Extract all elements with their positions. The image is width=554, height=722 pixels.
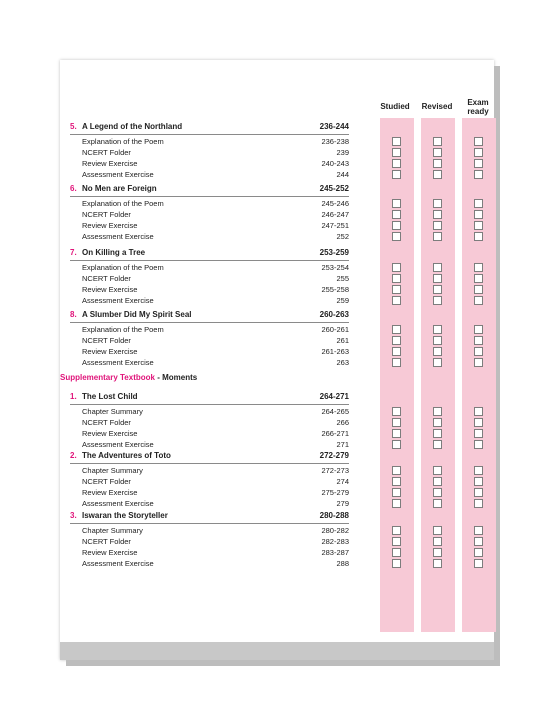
toc-item-pages: 240-243 <box>321 159 349 168</box>
studied-checkbox[interactable] <box>392 199 401 208</box>
toc-item-row <box>82 558 349 569</box>
chapter-title: On Killing a Tree <box>82 248 146 257</box>
exam-ready-checkbox[interactable] <box>474 263 483 272</box>
toc-item-pages: 246-247 <box>321 210 349 219</box>
studied-checkbox[interactable] <box>392 137 401 146</box>
toc-item-pages: 261 <box>336 336 349 345</box>
toc-item-row <box>82 417 349 428</box>
toc-item-row <box>82 335 349 346</box>
toc-item-label: Review Exercise <box>82 548 138 557</box>
supplementary-section-heading <box>60 373 197 382</box>
toc-item-pages: 272-273 <box>321 466 349 475</box>
toc-item-label: Chapter Summary <box>82 407 143 416</box>
toc-item-row <box>82 536 349 547</box>
exam-ready-checkbox[interactable] <box>474 347 483 356</box>
studied-checkbox[interactable] <box>392 263 401 272</box>
toc-item-row <box>82 357 349 368</box>
revised-checkbox[interactable] <box>433 263 442 272</box>
toc-item-row <box>82 498 349 509</box>
studied-checkbox[interactable] <box>392 221 401 230</box>
exam-ready-checkbox[interactable] <box>474 559 483 568</box>
chapter-number: 1. <box>70 392 77 401</box>
toc-item-row <box>82 324 349 335</box>
toc-item-label: Assessment Exercise <box>82 296 154 305</box>
studied-checkbox[interactable] <box>392 526 401 535</box>
exam-ready-checkbox[interactable] <box>474 159 483 168</box>
revised-checkbox[interactable] <box>433 548 442 557</box>
toc-item-row <box>82 428 349 439</box>
exam-ready-checkbox[interactable] <box>474 274 483 283</box>
toc-item-pages: 263 <box>336 358 349 367</box>
toc-item-row <box>82 147 349 158</box>
revised-checkbox[interactable] <box>433 159 442 168</box>
revised-checkbox[interactable] <box>433 526 442 535</box>
exam-ready-column-header <box>461 98 495 116</box>
toc-item-row <box>82 346 349 357</box>
toc-item-row <box>82 547 349 558</box>
exam-ready-checkbox[interactable] <box>474 477 483 486</box>
revised-checkbox[interactable] <box>433 477 442 486</box>
chapter-number: 7. <box>70 248 77 257</box>
toc-item-label: Assessment Exercise <box>82 170 154 179</box>
toc-item-label: Review Exercise <box>82 159 138 168</box>
studied-checkbox[interactable] <box>392 159 401 168</box>
revised-checkbox[interactable] <box>433 466 442 475</box>
exam-ready-checkbox[interactable] <box>474 429 483 438</box>
chapter-pages: 236-244 <box>319 122 349 131</box>
toc-item-row <box>82 273 349 284</box>
exam-ready-line2: ready <box>467 107 489 116</box>
toc-item-pages: 252 <box>336 232 349 241</box>
toc-item-row <box>82 295 349 306</box>
toc-item-label: Review Exercise <box>82 488 138 497</box>
chapter-number: 6. <box>70 184 77 193</box>
studied-checkbox[interactable] <box>392 210 401 219</box>
chapter-number: 5. <box>70 122 77 131</box>
toc-item-label: NCERT Folder <box>82 336 131 345</box>
exam-ready-checkbox[interactable] <box>474 526 483 535</box>
revised-checkbox[interactable] <box>433 347 442 356</box>
chapter-title: Iswaran the Storyteller <box>82 511 168 520</box>
toc-item-pages: 266 <box>336 418 349 427</box>
toc-item-label: NCERT Folder <box>82 418 131 427</box>
toc-item-pages: 239 <box>336 148 349 157</box>
toc-item-row <box>82 209 349 220</box>
toc-item-pages: 259 <box>336 296 349 305</box>
chapter-title-row <box>70 308 349 323</box>
toc-item-row <box>82 476 349 487</box>
toc-item-pages: 274 <box>336 477 349 486</box>
studied-checkbox[interactable] <box>392 232 401 241</box>
toc-item-pages: 245-246 <box>321 199 349 208</box>
supplementary-subtitle: - Moments <box>154 373 198 382</box>
toc-item-label: Assessment Exercise <box>82 358 154 367</box>
revised-checkbox[interactable] <box>433 285 442 294</box>
chapter-title: No Men are Foreign <box>82 184 157 193</box>
toc-item-pages: 279 <box>336 499 349 508</box>
toc-item-label: Assessment Exercise <box>82 440 154 449</box>
toc-item-label: Explanation of the Poem <box>82 137 164 146</box>
studied-checkbox[interactable] <box>392 499 401 508</box>
revised-checkbox[interactable] <box>433 336 442 345</box>
revised-checkbox[interactable] <box>433 358 442 367</box>
studied-checkbox[interactable] <box>392 466 401 475</box>
studied-checkbox[interactable] <box>392 418 401 427</box>
toc-item-pages: 283-287 <box>321 548 349 557</box>
toc-item-label: NCERT Folder <box>82 274 131 283</box>
exam-ready-checkbox[interactable] <box>474 170 483 179</box>
toc-item-pages: 264-265 <box>321 407 349 416</box>
revised-checkbox[interactable] <box>433 407 442 416</box>
studied-checkbox[interactable] <box>392 477 401 486</box>
toc-item-row <box>82 231 349 242</box>
toc-item-label: Assessment Exercise <box>82 499 154 508</box>
toc-item-label: NCERT Folder <box>82 210 131 219</box>
exam-ready-checkbox[interactable] <box>474 285 483 294</box>
exam-ready-checkbox[interactable] <box>474 148 483 157</box>
studied-checkbox[interactable] <box>392 548 401 557</box>
chapter-title-row <box>70 509 349 524</box>
toc-item-pages: 253-254 <box>321 263 349 272</box>
revised-checkbox[interactable] <box>433 137 442 146</box>
exam-ready-checkbox[interactable] <box>474 210 483 219</box>
chapter-title-row <box>70 390 349 405</box>
table-of-contents <box>60 60 494 660</box>
chapter-pages: 260-263 <box>319 310 349 319</box>
revised-checkbox[interactable] <box>433 488 442 497</box>
chapter-title-row <box>70 120 349 135</box>
studied-checkbox[interactable] <box>392 559 401 568</box>
toc-item-label: NCERT Folder <box>82 148 131 157</box>
studied-checkbox[interactable] <box>392 336 401 345</box>
revised-checkbox[interactable] <box>433 210 442 219</box>
toc-item-label: Review Exercise <box>82 221 138 230</box>
toc-item-label: Review Exercise <box>82 285 138 294</box>
exam-ready-checkbox[interactable] <box>474 325 483 334</box>
chapter-number: 2. <box>70 451 77 460</box>
toc-item-label: NCERT Folder <box>82 537 131 546</box>
exam-ready-checkbox[interactable] <box>474 336 483 345</box>
chapter-pages: 272-279 <box>319 451 349 460</box>
toc-item-pages: 236-238 <box>321 137 349 146</box>
revised-checkbox[interactable] <box>433 499 442 508</box>
toc-item-row <box>82 262 349 273</box>
exam-ready-checkbox[interactable] <box>474 358 483 367</box>
revised-checkbox[interactable] <box>433 559 442 568</box>
chapter-pages: 253-259 <box>319 248 349 257</box>
studied-checkbox[interactable] <box>392 358 401 367</box>
studied-checkbox[interactable] <box>392 537 401 546</box>
studied-checkbox[interactable] <box>392 148 401 157</box>
toc-item-label: Explanation of the Poem <box>82 199 164 208</box>
textbook-page <box>60 60 494 660</box>
revised-checkbox[interactable] <box>433 537 442 546</box>
toc-item-label: NCERT Folder <box>82 477 131 486</box>
chapter-title-row <box>70 246 349 261</box>
toc-item-pages: 255-258 <box>321 285 349 294</box>
chapter-pages: 245-252 <box>319 184 349 193</box>
revised-column-header: Revised <box>421 102 453 111</box>
revised-checkbox[interactable] <box>433 170 442 179</box>
revised-checkbox[interactable] <box>433 232 442 241</box>
toc-item-label: Assessment Exercise <box>82 559 154 568</box>
toc-item-pages: 288 <box>336 559 349 568</box>
toc-item-pages: 271 <box>336 440 349 449</box>
revised-checkbox[interactable] <box>433 221 442 230</box>
revised-checkbox[interactable] <box>433 418 442 427</box>
chapter-number: 3. <box>70 511 77 520</box>
studied-checkbox[interactable] <box>392 347 401 356</box>
toc-item-row <box>82 220 349 231</box>
supplementary-label: Supplementary Textbook <box>60 373 155 382</box>
toc-item-pages: 280-282 <box>321 526 349 535</box>
studied-checkbox[interactable] <box>392 407 401 416</box>
chapter-title: A Legend of the Northland <box>82 122 183 131</box>
revised-checkbox[interactable] <box>433 440 442 449</box>
exam-ready-checkbox[interactable] <box>474 296 483 305</box>
chapter-title-row <box>70 182 349 197</box>
toc-item-label: Assessment Exercise <box>82 232 154 241</box>
studied-checkbox[interactable] <box>392 170 401 179</box>
studied-checkbox[interactable] <box>392 274 401 283</box>
studied-checkbox[interactable] <box>392 296 401 305</box>
toc-item-pages: 260-261 <box>321 325 349 334</box>
revised-checkbox[interactable] <box>433 429 442 438</box>
exam-ready-checkbox[interactable] <box>474 418 483 427</box>
revised-checkbox[interactable] <box>433 296 442 305</box>
exam-ready-checkbox[interactable] <box>474 548 483 557</box>
toc-item-row <box>82 169 349 180</box>
toc-item-pages: 247-251 <box>321 221 349 230</box>
page-footer-band <box>60 642 494 660</box>
toc-item-label: Review Exercise <box>82 347 138 356</box>
toc-item-pages: 266-271 <box>321 429 349 438</box>
toc-item-row <box>82 487 349 498</box>
exam-ready-checkbox[interactable] <box>474 232 483 241</box>
toc-item-pages: 261-263 <box>321 347 349 356</box>
toc-item-row <box>82 284 349 295</box>
chapter-number: 8. <box>70 310 77 319</box>
exam-ready-checkbox[interactable] <box>474 466 483 475</box>
exam-ready-checkbox[interactable] <box>474 199 483 208</box>
studied-checkbox[interactable] <box>392 488 401 497</box>
studied-checkbox[interactable] <box>392 429 401 438</box>
toc-item-label: Explanation of the Poem <box>82 325 164 334</box>
chapter-title-row <box>70 449 349 464</box>
exam-ready-checkbox[interactable] <box>474 407 483 416</box>
toc-item-row <box>82 136 349 147</box>
exam-ready-checkbox[interactable] <box>474 499 483 508</box>
chapter-pages: 264-271 <box>319 392 349 401</box>
toc-item-pages: 282-283 <box>321 537 349 546</box>
toc-item-row <box>82 158 349 169</box>
revised-checkbox[interactable] <box>433 325 442 334</box>
toc-item-label: Chapter Summary <box>82 526 143 535</box>
toc-item-row <box>82 525 349 536</box>
chapter-title: A Slumber Did My Spirit Seal <box>82 310 192 319</box>
studied-checkbox[interactable] <box>392 325 401 334</box>
studied-column-header: Studied <box>380 102 410 111</box>
exam-ready-line1: Exam <box>467 98 489 107</box>
exam-ready-checkbox[interactable] <box>474 488 483 497</box>
revised-checkbox[interactable] <box>433 199 442 208</box>
toc-item-label: Chapter Summary <box>82 466 143 475</box>
exam-ready-checkbox[interactable] <box>474 221 483 230</box>
toc-item-label: Explanation of the Poem <box>82 263 164 272</box>
toc-item-row <box>82 198 349 209</box>
toc-item-pages: 275-279 <box>321 488 349 497</box>
exam-ready-checkbox[interactable] <box>474 137 483 146</box>
studied-checkbox[interactable] <box>392 285 401 294</box>
toc-item-row <box>82 465 349 476</box>
toc-item-pages: 244 <box>336 170 349 179</box>
revised-checkbox[interactable] <box>433 274 442 283</box>
revised-checkbox[interactable] <box>433 148 442 157</box>
chapter-title: The Adventures of Toto <box>82 451 171 460</box>
toc-item-row <box>82 406 349 417</box>
exam-ready-checkbox[interactable] <box>474 537 483 546</box>
chapter-title: The Lost Child <box>82 392 138 401</box>
studied-checkbox[interactable] <box>392 440 401 449</box>
toc-item-label: Review Exercise <box>82 429 138 438</box>
chapter-pages: 280-288 <box>319 511 349 520</box>
toc-item-pages: 255 <box>336 274 349 283</box>
exam-ready-checkbox[interactable] <box>474 440 483 449</box>
